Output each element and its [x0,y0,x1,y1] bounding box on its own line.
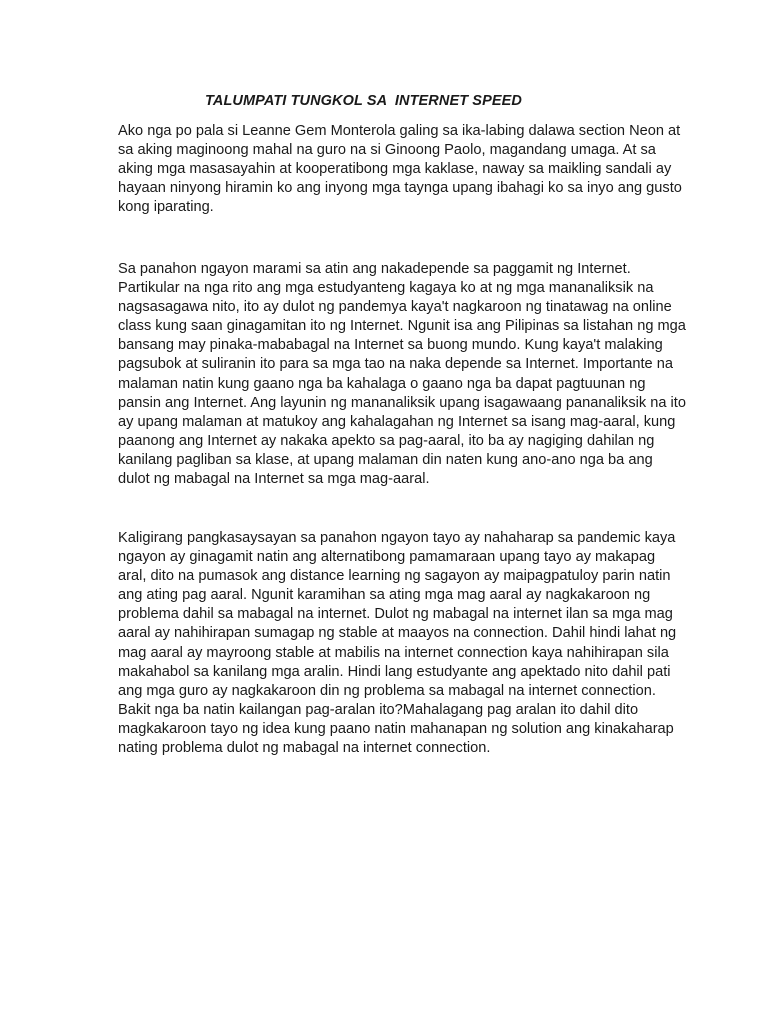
text-line: aral, dito na pumasok ang distance learning ng sagayon ay maipagpatuloy parin natin [118,568,671,585]
text-line: ang ating pag aaral. Ngunit karamihan sa ating mga mag aaral ay nagkakaroon ng [118,587,651,604]
text-line: Kaligirang pangkasaysayan sa panahon ngayon tayo ay nahaharap sa pandemic kaya [118,530,676,546]
document-title: TALUMPATI TUNGKOL SA INTERNET SPEED [205,93,522,109]
text-line: dulot ng mabagal na Internet sa mga mag-aaral. [118,471,430,488]
text-line: Ako nga po pala si Leanne Gem Monterola galing sa ika-labing dalawa section Neon at [118,123,681,139]
text-line: ay upang malaman at matukoy ang kahalagahan ng Internet sa isang mag-aaral, kung [118,413,676,430]
text-line: nating problema dulot ng mabagal na internet connection. [118,740,491,757]
text-line: sa aking maginoong mahal na guro na si Ginoong Paolo, magandang umaga. At sa [118,142,656,159]
text-line: kanilang pagliban sa klase, at upang malaman din naten kung ano-ano nga ba ang [118,451,653,468]
paragraph-introduction [118,122,682,217]
text-line: mag aaral ay mayroong stable at mabilis na internet connection kaya nahihirapan sila [118,644,669,661]
text-line: nagsasagawa nito, ito ay dulot ng pandemya kaya't nagkaroon ng tinatawag na online [118,299,672,316]
text-line: malaman natin kung gaano nga ba kahalaga o gaano nga ba dapat pagtuunan ng [118,375,646,392]
text-line: paanong ang Internet ay nakaka apekto sa pag-aaral, ito ba ay nagiging dahilan ng [118,432,655,449]
text-line: pagsubok at suliranin ito para sa mga tao na naka depende sa Internet. Importante na [118,356,673,373]
text-line: makahabol sa kanilang mga aralin. Hindi lang estudyante ang apektado nito dahil pati [118,663,671,680]
text-line: problema dahil sa mabagal na internet. Dulot ng mabagal na internet ilan sa mga mag [118,606,673,623]
text-line: hayaan ninyong hiramin ko ang inyong mga taynga upang ibahagi ko sa inyo ang gusto [118,180,682,197]
paragraph-internet-dependence [118,260,686,489]
text-line: Bakit nga ba natin kailangan pag-aralan ito?Mahalagang pag aralan ito dahil dito [118,701,639,718]
text-line: bansang may pinaka-mababagal na Internet sa buong mundo. Kung kaya't malaking [118,337,663,354]
text-line: kong iparating. [118,199,214,216]
text-line: aaral ay nahihirapan sumagap ng stable at maayos na connection. Dahil hindi lahat ng [118,625,677,642]
paragraph-background [118,529,678,758]
text-line: ang mga guro ay nagkakaroon din ng problema sa mabagal na internet connection. [118,682,656,699]
text-line: Partikular na nga rito ang mga estudyanteng kagaya ko at ng mga mananaliksik na [118,280,654,297]
text-line: pansin ang Internet. Ang layunin ng mananaliksik upang isagawaang pananaliksik na ito [118,394,686,411]
text-line: aking mga masasayahin at kooperatibong mga kaklase, naway sa maikling sandali ay [118,161,672,178]
text-line: magkakaroon tayo ng idea kung paano natin mahanapan ng solution ang kinakaharap [118,720,674,737]
text-line: ngayon ay ginagamit natin ang alternatibong pamamaraan upang tayo ay makapag [118,549,656,566]
text-line: Sa panahon ngayon marami sa atin ang nakadepende sa paggamit ng Internet. [118,261,631,277]
text-line: class kung saan ginagamitan ito ng Internet. Ngunit isa ang Pilipinas sa listahan ng mga [118,318,686,335]
